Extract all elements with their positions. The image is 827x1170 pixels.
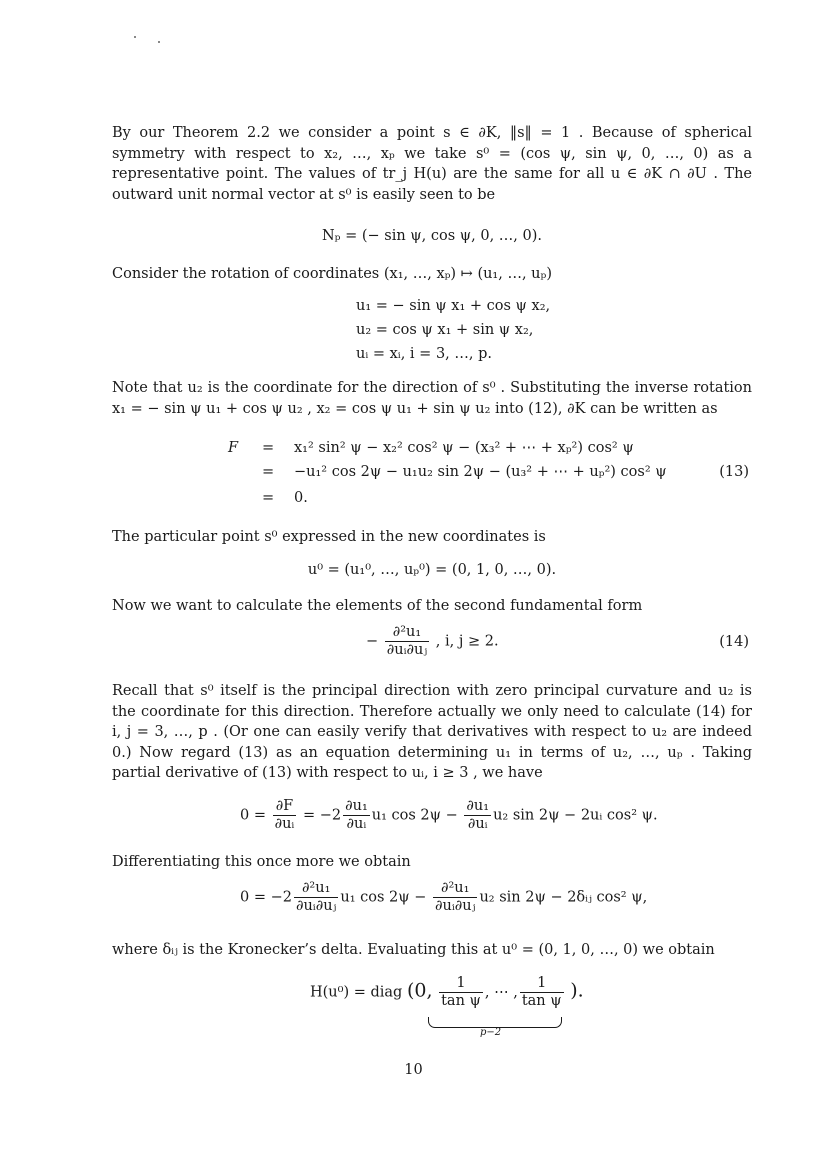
equation-text: 0 = <box>240 807 266 824</box>
equation-H-diag <box>310 975 584 1010</box>
equation-point-u0: u⁰ = (u₁⁰, …, uₚ⁰) = (0, 1, 0, …, 0). <box>307 562 557 578</box>
equation-fraction <box>294 880 338 915</box>
equation-first-derivative <box>240 798 658 833</box>
equation-14-numerator: ∂²u₁ <box>385 624 429 642</box>
paragraph-differentiate-again: Differentiating this once more we obtain <box>112 854 411 870</box>
equation-F-rhs1: x₁² sin² ψ − x₂² cos² ψ − (x₃² + ⋯ + xₚ²) cos² ψ <box>294 440 634 456</box>
equation-text: (0, <box>406 979 433 1002</box>
equation-F-rhs2: −u₁² cos 2ψ − u₁u₂ sin 2ψ − (u₃² + ⋯ + uₚ²) cos² ψ <box>294 464 667 480</box>
equation-fraction <box>343 798 370 833</box>
equation-rotation-u1: u₁ = − sin ψ x₁ + cos ψ x₂, <box>356 298 551 314</box>
fraction-numerator: ∂u₁ <box>345 798 368 814</box>
equation-text: H(u⁰) = diag <box>310 984 403 1001</box>
fraction-denominator: tan ψ <box>521 993 562 1009</box>
equation-14-fraction <box>385 624 429 659</box>
equation-rotation-ui: uᵢ = xᵢ, i = 3, …, p. <box>356 346 492 362</box>
equation-14 <box>366 624 499 659</box>
equation-text: u₁ cos 2ψ − <box>371 807 458 824</box>
equation-fraction <box>433 880 477 915</box>
fraction-numerator: 1 <box>520 975 564 993</box>
equation-F-rhs3: 0. <box>294 490 308 506</box>
equation-text: u₂ sin 2ψ − 2δᵢⱼ cos² ψ, <box>479 889 648 906</box>
fraction-denominator: ∂uᵢ <box>346 816 367 832</box>
equation-text: ). <box>570 979 584 1002</box>
fraction-denominator: ∂uᵢ <box>274 816 295 832</box>
paragraph-rotation: Consider the rotation of coordinates (x₁, …, xₚ) ↦ (u₁, …, uₚ) <box>112 266 552 282</box>
equation-14-condition: , i, j ≥ 2. <box>435 633 499 650</box>
equation-rotation-u2: u₂ = cos ψ x₁ + sin ψ x₂, <box>356 322 534 338</box>
equation-F-lhs: F <box>228 440 239 456</box>
equation-fraction <box>273 798 297 833</box>
fraction-denominator: ∂uᵢ∂uⱼ <box>295 898 337 914</box>
equation-14-sign: − <box>366 633 379 650</box>
fraction-numerator: ∂²u₁ <box>433 880 477 898</box>
scan-speck <box>134 36 136 38</box>
paragraph-theorem: By our Theorem 2.2 we consider a point s ∈ ∂K, ‖s‖ = 1 . Because of spherical symmetry with respect to x₂, …, xₚ we take s⁰ = (cos ψ, sin ψ, 0, …, 0) as a representative point. The values of tr_j H(u) are the same for all u ∈ ∂K ∩ ∂U . The outward unit normal vector at s⁰ is easily seen to be <box>112 125 752 203</box>
equation-14-denominator: ∂uᵢ∂uⱼ <box>386 642 428 658</box>
fraction-denominator: tan ψ <box>441 993 481 1009</box>
equation-number-14: (14) <box>719 634 749 650</box>
paragraph-principal-direction: Recall that s⁰ itself is the principal direction with zero principal curvature and u₂ is the coordinate for this direction. Therefore actually we only need to calculate (14) for i, j = 3, …, p . (Or one can easily verify that derivatives with respect to u₂ are indeed 0.) Now regard (13) as an equation determining u₁ in terms of u₂, …, uₚ . Taking partial derivative of (13) with respect to uᵢ, i ≥ 3 , we have <box>112 683 752 781</box>
fraction-numerator: ∂²u₁ <box>294 880 338 898</box>
underbrace-label: p−2 <box>480 1027 502 1038</box>
equation-F-eq1: = <box>262 440 275 456</box>
fraction-denominator: ∂uᵢ <box>467 816 488 832</box>
fraction-numerator: ∂u₁ <box>466 798 490 814</box>
paragraph-second-fundamental-form: Now we want to calculate the elements of the second fundamental form <box>112 598 643 614</box>
paragraph-inverse-rotation: Note that u₂ is the coordinate for the direction of s⁰ . Substituting the inverse rotation x₁ = − sin ψ u₁ + cos ψ u₂ , x₂ = cos ψ u₁ + sin ψ u₂ into (12), ∂K can be written as <box>112 380 752 417</box>
equation-second-derivative <box>240 880 647 915</box>
scan-speck <box>158 41 160 43</box>
paragraph-particular-point: The particular point s⁰ expressed in the new coordinates is <box>112 529 546 545</box>
equation-fraction <box>520 975 564 1010</box>
equation-fraction <box>464 798 491 833</box>
equation-text: = −2 <box>302 807 342 824</box>
page-number: 10 <box>404 1062 423 1078</box>
equation-number-13: (13) <box>719 464 749 480</box>
equation-text: u₁ cos 2ψ − <box>340 889 427 906</box>
fraction-denominator: ∂uᵢ∂uⱼ <box>435 898 476 914</box>
fraction-numerator: ∂F <box>273 798 297 816</box>
equation-fraction <box>439 975 483 1010</box>
equation-text: u₂ sin 2ψ − 2uᵢ cos² ψ. <box>493 807 658 824</box>
fraction-numerator: 1 <box>439 975 483 993</box>
paragraph-kronecker: where δᵢⱼ is the Kronecker’s delta. Evaluating this at u⁰ = (0, 1, 0, …, 0) we obtain <box>112 942 715 958</box>
equation-F-eq2: = <box>262 464 275 480</box>
equation-F-eq3: = <box>262 490 275 506</box>
equation-text: , ⋯ , <box>484 984 518 1001</box>
equation-text: 0 = −2 <box>240 889 292 906</box>
equation-normal-vector: Nₚ = (− sin ψ, cos ψ, 0, …, 0). <box>321 228 543 244</box>
